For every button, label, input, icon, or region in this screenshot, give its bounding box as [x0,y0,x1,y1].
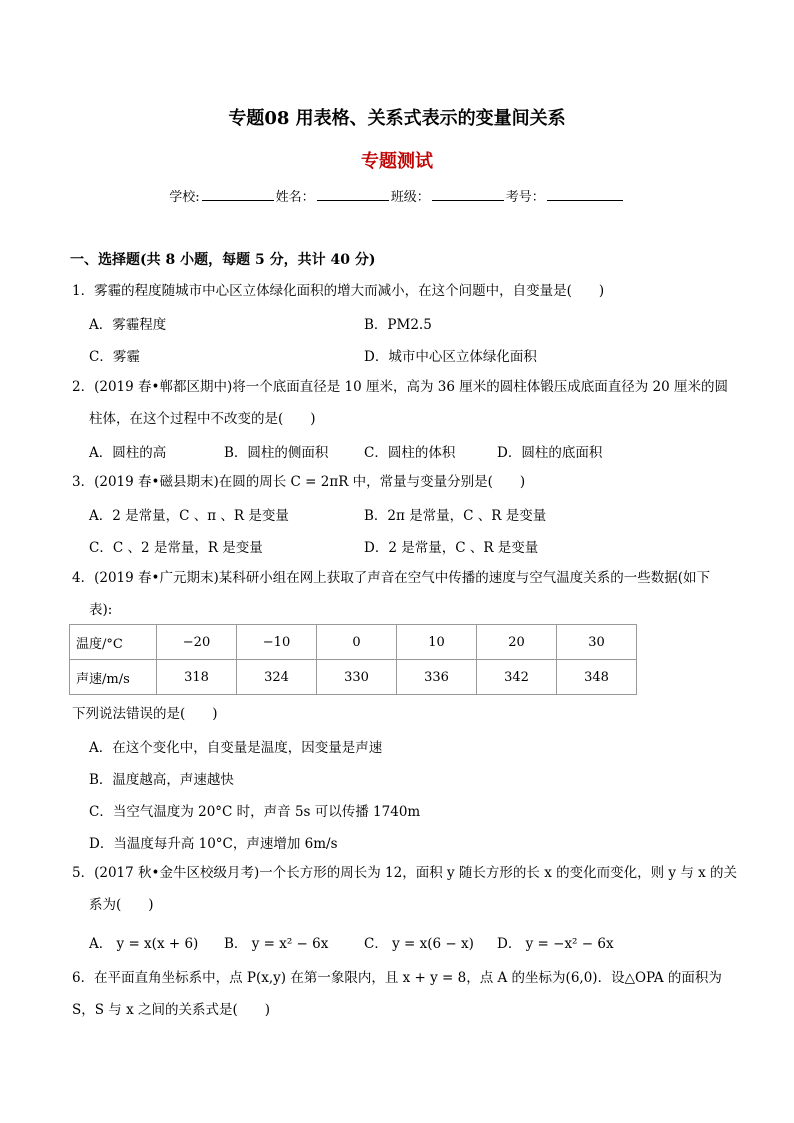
q5-option-c: C． y = x(6 − x) [364,936,474,952]
q4-option-a: A．在这个变化中，自变量是温度，因变量是声速 [89,740,383,756]
table-cell: 318 [157,660,237,695]
school-label: 学校: [169,190,200,205]
q2-option-b: B．圆柱的侧面积 [224,445,329,461]
table-cell: 324 [237,660,317,695]
name-blank[interactable] [317,187,389,201]
table-row-label: 温度/°C [70,625,157,660]
class-blank[interactable] [432,187,504,201]
q2-option-d: D．圆柱的底面积 [497,445,603,461]
q6-stem-line2: S，S 与 x 之间的关系式是( ) [72,1002,271,1018]
table-row [70,660,637,695]
sound-speed-table [69,624,637,695]
q3-option-a: A．2 是常量，C 、π 、R 是变量 [89,508,289,524]
q6-stem-line1: 6．在平面直角坐标系中，点 P(x,y) 在第一象限内，且 x + y = 8，点 A 的坐标为(6,0)．设△OPA 的面积为 [72,970,722,986]
page-subtitle: 专题测试 [361,151,433,172]
table-cell: 330 [317,660,397,695]
q2-option-c: C．圆柱的体积 [364,445,456,461]
table-cell: 0 [317,625,397,660]
id-label: 考号： [505,190,545,205]
table-row [70,625,637,660]
q3-option-c: C．C 、2 是常量，R 是变量 [89,540,263,556]
q3-stem: 3．(2019 春•磁县期末)在圆的周长 C = 2πR 中，常量与变量分别是( ) [72,474,526,490]
class-label: 班级： [390,190,430,205]
q3-option-d: D．2 是常量，C 、R 是变量 [364,540,539,556]
q5-option-d: D． y = −x² − 6x [497,936,614,952]
q1-option-b: B．PM2.5 [364,317,432,333]
name-label: 姓名： [275,190,315,205]
q1-option-a: A．雾霾程度 [89,317,167,333]
table-cell: 342 [477,660,557,695]
table-cell: 348 [557,660,637,695]
student-info-line [0,186,794,205]
table-cell: 30 [557,625,637,660]
q2-stem-line1: 2．(2019 春•郸都区期中)将一个底面直径是 10 厘米，高为 36 厘米的圆柱体锻压成底面直径为 20 厘米的圆 [72,379,729,395]
table-cell: −10 [237,625,317,660]
q4-stem-line2: 表): [89,602,113,618]
q1-stem: 1．雾霾的程度随城市中心区立体绿化面积的增大而减小，在这个问题中，自变量是( ) [72,283,605,299]
q5-stem-line1: 5．(2017 秋•金牛区校级月考)一个长方形的周长为 12，面积 y 随长方形的长 x 的变化而变化，则 y 与 x 的关 [72,865,738,881]
section-heading: 一、选择题(共 8 小题，每题 5 分，共计 40 分) [70,252,376,268]
q5-option-a: A． y = x(x + 6) [89,936,199,952]
q4-option-d: D．当温度每升高 10°C，声速增加 6m/s [89,836,338,852]
q1-option-d: D．城市中心区立体绿化面积 [364,349,537,365]
q5-stem-line2: 系为( ) [89,897,154,913]
q4-prompt: 下列说法错误的是( ) [72,706,218,722]
table-cell: 10 [397,625,477,660]
page-title: 专题08 用表格、关系式表示的变量间关系 [228,108,566,129]
q1-option-c: C．雾霾 [89,349,140,365]
table-cell: 336 [397,660,477,695]
table-cell: 20 [477,625,557,660]
q4-option-b: B．温度越高，声速越快 [89,772,234,788]
id-blank[interactable] [547,187,623,201]
q2-option-a: A．圆柱的高 [89,445,167,461]
school-blank[interactable] [202,187,274,201]
q4-option-c: C．当空气温度为 20°C 时，声音 5s 可以传播 1740m [89,804,421,820]
table-cell: −20 [157,625,237,660]
q2-stem-line2: 柱体，在这个过程中不改变的是( ) [89,411,316,427]
q4-stem-line1: 4．(2019 春•广元期末)某科研小组在网上获取了声音在空气中传播的速度与空气温度关系的一些数据(如下 [72,570,710,586]
q5-option-b: B． y = x² − 6x [224,936,329,952]
table-row-label: 声速/m/s [70,660,157,695]
q3-option-b: B．2π 是常量，C 、R 是变量 [364,508,547,524]
